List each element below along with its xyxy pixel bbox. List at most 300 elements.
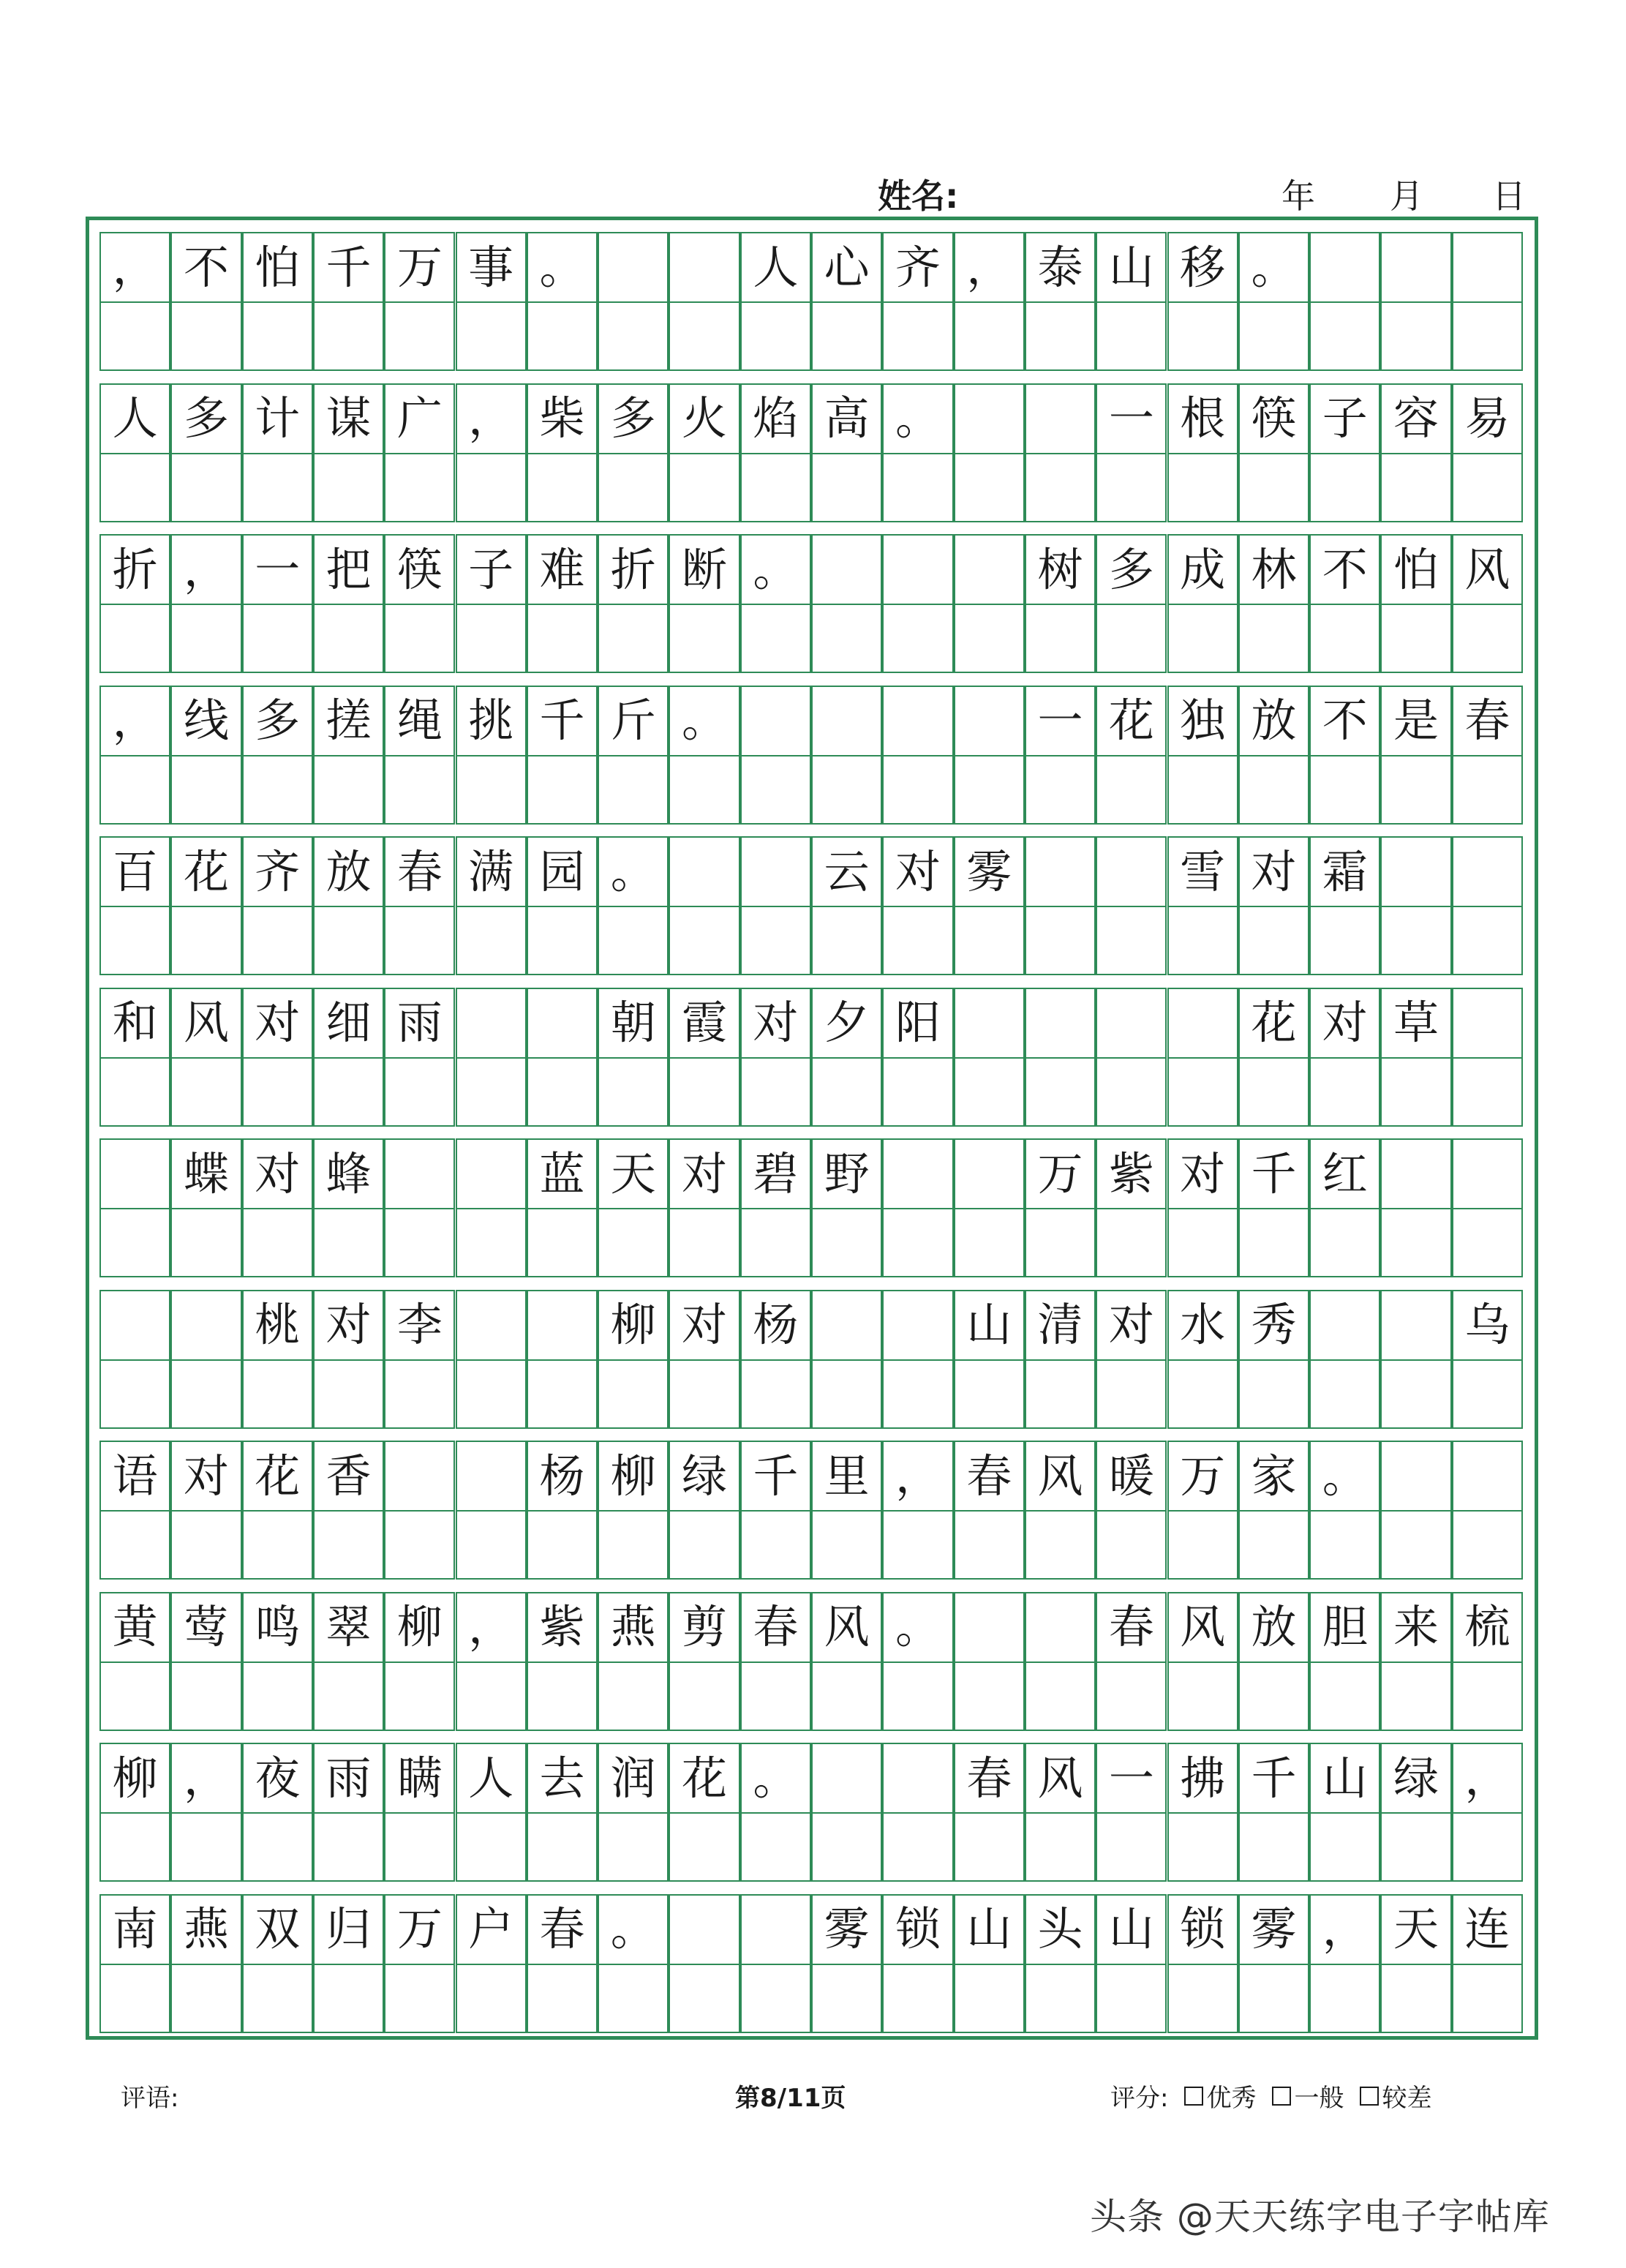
cell-character: 和 [112, 996, 158, 1049]
cell-character: 黄 [112, 1600, 158, 1653]
grid-cell [1452, 232, 1523, 371]
grid-row [99, 383, 1523, 522]
cell-character: ， [1464, 1751, 1510, 1805]
cell-character: 齐 [895, 240, 941, 294]
grid-cell [313, 1592, 384, 1731]
cell-character [457, 989, 525, 1057]
cell-character: 绳 [396, 694, 443, 747]
cell-character: 泰 [1037, 240, 1083, 294]
cell-character: 春 [753, 1600, 799, 1653]
cell-character: 千 [1251, 1751, 1297, 1805]
cell-character: 天 [610, 1146, 656, 1201]
grid-cell [811, 383, 882, 522]
cell-character: 不 [1322, 694, 1368, 747]
grid-cell [1096, 686, 1167, 825]
cell-character: 多 [1108, 542, 1154, 596]
score-option-excellent[interactable] [1184, 2078, 1256, 2114]
cell-character: 挑 [468, 694, 514, 747]
cell-character: 清 [1037, 1298, 1083, 1351]
cell-character: 万 [396, 240, 443, 294]
cell-character: 多 [183, 391, 229, 445]
grid-cell [1309, 686, 1380, 825]
cell-character: 百 [112, 844, 158, 898]
cell-character: 风 [183, 996, 229, 1049]
cell-character: 细 [325, 996, 372, 1049]
cell-character: 莺 [183, 1600, 229, 1653]
grid-cell [598, 534, 669, 673]
cell-character: 山 [966, 1902, 1012, 1956]
grid-cell [384, 1138, 455, 1277]
cell-character: 草 [1393, 996, 1439, 1049]
practice-grid [86, 217, 1538, 2040]
cell-character: 计 [255, 391, 301, 445]
cell-character [385, 1442, 453, 1510]
cell-character: 柳 [610, 1449, 656, 1503]
cell-character: 雾 [824, 1902, 870, 1956]
grid-cell [1167, 1441, 1238, 1580]
grid-cell [882, 534, 953, 673]
grid-cell [740, 534, 811, 673]
cell-character [884, 687, 952, 755]
grid-cell [456, 1290, 527, 1429]
checkbox-icon[interactable] [1272, 2087, 1291, 2106]
grid-cell [1025, 232, 1096, 371]
grid-cell [811, 1894, 882, 2033]
grid-cell [954, 988, 1025, 1127]
grid-cell [954, 1441, 1025, 1580]
checkbox-icon[interactable] [1184, 2087, 1203, 2106]
checkbox-icon[interactable] [1360, 2087, 1379, 2106]
cell-character: 谋 [325, 391, 372, 445]
cell-character: 风 [1037, 1751, 1083, 1805]
score-option-poor[interactable] [1360, 2078, 1431, 2114]
grid-row [99, 1743, 1523, 1882]
cell-character: 花 [1108, 694, 1154, 747]
grid-cell [170, 836, 241, 975]
cell-character [1453, 233, 1521, 301]
grid-cell [1025, 1743, 1096, 1882]
cell-character: 园 [539, 844, 585, 898]
cell-character: 锁 [1180, 1902, 1226, 1956]
cell-character: 春 [539, 1902, 585, 1956]
grid-cell [242, 1592, 313, 1731]
grid-cell [669, 836, 739, 975]
cell-character [101, 1291, 169, 1359]
cell-character: 人 [753, 240, 799, 294]
grid-cell [1238, 534, 1309, 673]
grid-cell [1380, 988, 1451, 1127]
score-label: 评分: [1110, 2084, 1169, 2113]
cell-character: 紫 [539, 1600, 585, 1653]
cell-character: 事 [468, 240, 514, 294]
grid-row [99, 534, 1523, 673]
grid-cell [1380, 1743, 1451, 1882]
cell-character [1453, 989, 1521, 1057]
grid-cell [527, 836, 598, 975]
cell-character: 户 [468, 1902, 514, 1956]
grid-cell [1309, 534, 1380, 673]
grid-cell [740, 836, 811, 975]
cell-character: 春 [966, 1751, 1012, 1805]
grid-cell [1167, 1138, 1238, 1277]
grid-cell [1238, 1894, 1309, 2033]
grid-cell [527, 534, 598, 673]
cell-character: 春 [966, 1449, 1012, 1503]
grid-cell [598, 1592, 669, 1731]
cell-character [457, 1442, 525, 1510]
cell-character: 怕 [1393, 542, 1439, 596]
cell-character: 。 [753, 542, 799, 596]
cell-character: 山 [1322, 1751, 1368, 1805]
cell-character [1382, 1140, 1450, 1208]
grid-cell [811, 988, 882, 1127]
grid-cell [242, 1138, 313, 1277]
cell-character: 对 [895, 844, 941, 898]
grid-row [99, 686, 1523, 825]
cell-character: 山 [1108, 240, 1154, 294]
grid-row [99, 988, 1523, 1127]
grid-cell [882, 1743, 953, 1882]
grid-cell [1167, 232, 1238, 371]
cell-character: 对 [753, 996, 799, 1049]
grid-cell [669, 686, 739, 825]
grid-cell [313, 1138, 384, 1277]
grid-cell [1309, 1138, 1380, 1277]
cell-character [955, 1140, 1023, 1208]
score-option-average[interactable] [1272, 2078, 1344, 2114]
cell-character [1026, 989, 1094, 1057]
cell-character: 容 [1393, 391, 1439, 445]
cell-character [1097, 989, 1165, 1057]
grid-cell [1238, 686, 1309, 825]
grid-cell [99, 1138, 170, 1277]
cell-character [1026, 385, 1094, 453]
grid-cell [811, 232, 882, 371]
score-option-label: 一般 [1294, 2084, 1344, 2113]
cell-character: 一 [1037, 694, 1083, 747]
cell-character: 家 [1251, 1449, 1297, 1503]
grid-cell [242, 1290, 313, 1429]
grid-cell [1167, 836, 1238, 975]
cell-character: 红 [1322, 1146, 1368, 1201]
grid-cell [1309, 1743, 1380, 1882]
grid-cell [527, 686, 598, 825]
cell-character: 夜 [255, 1751, 301, 1805]
grid-cell [1025, 686, 1096, 825]
grid-cell [1096, 1592, 1167, 1731]
grid-cell [669, 534, 739, 673]
grid-cell [99, 232, 170, 371]
cell-character [599, 233, 667, 301]
cell-character [1311, 233, 1379, 301]
grid-cell [313, 1743, 384, 1882]
cell-character: 语 [112, 1449, 158, 1503]
cell-character: 子 [468, 542, 514, 596]
grid-cell [170, 534, 241, 673]
grid-cell [99, 1894, 170, 2033]
cell-character [1382, 1291, 1450, 1359]
grid-cell [954, 534, 1025, 673]
cell-character: 翠 [325, 1600, 372, 1653]
page-footer [0, 2078, 1626, 2122]
grid-cell [954, 383, 1025, 522]
grid-cell [1452, 836, 1523, 975]
grid-cell [811, 1592, 882, 1731]
grid-cell [1096, 1290, 1167, 1429]
grid-cell [740, 232, 811, 371]
cell-character: 。 [610, 1902, 656, 1956]
cell-character: 搓 [325, 694, 372, 747]
cell-character: 花 [183, 844, 229, 898]
cell-character: 对 [255, 1146, 301, 1201]
grid-cell [1380, 686, 1451, 825]
grid-cell [882, 836, 953, 975]
cell-character: 乌 [1464, 1298, 1510, 1351]
cell-character: 花 [1251, 996, 1297, 1049]
cell-character: 对 [1322, 996, 1368, 1049]
grid-cell [669, 988, 739, 1127]
cell-character [1453, 1140, 1521, 1208]
grid-cell [882, 988, 953, 1127]
cell-character [172, 1291, 240, 1359]
cell-character: 野 [824, 1146, 870, 1201]
cell-character: 柳 [396, 1600, 443, 1653]
cell-character [1169, 989, 1237, 1057]
grid-cell [811, 1743, 882, 1882]
cell-character: 对 [325, 1298, 372, 1351]
grid-cell [527, 1138, 598, 1277]
cell-character [1382, 1442, 1450, 1510]
cell-character: 桃 [255, 1298, 301, 1351]
grid-cell [99, 988, 170, 1127]
grid-cell [456, 1894, 527, 2033]
cell-character: 不 [1322, 542, 1368, 596]
grid-cell [1238, 1441, 1309, 1580]
grid-cell [740, 1290, 811, 1429]
cell-character: 把 [325, 542, 372, 596]
cell-character: 风 [1180, 1600, 1226, 1653]
grid-cell [1167, 988, 1238, 1127]
grid-cell [669, 1290, 739, 1429]
cell-character [457, 1140, 525, 1208]
grid-cell [882, 383, 953, 522]
grid-cell [954, 1592, 1025, 1731]
grid-cell [99, 383, 170, 522]
grid-cell [384, 1290, 455, 1429]
grid-cell [882, 1592, 953, 1731]
cell-character: 风 [824, 1600, 870, 1653]
cell-character: 是 [1393, 694, 1439, 747]
grid-row [99, 836, 1523, 975]
cell-character: 花 [682, 1751, 728, 1805]
cell-character: 暖 [1108, 1449, 1154, 1503]
grid-cell [740, 1138, 811, 1277]
cell-character: 山 [966, 1298, 1012, 1351]
cell-character: 千 [1251, 1146, 1297, 1201]
grid-cell [384, 988, 455, 1127]
cell-character [742, 1896, 810, 1964]
grid-cell [740, 1592, 811, 1731]
cell-character [1311, 1291, 1379, 1359]
year-label: 年 [1281, 176, 1315, 216]
grid-cell [1452, 1894, 1523, 2033]
cell-character: 树 [1037, 542, 1083, 596]
grid-cell [456, 836, 527, 975]
grid-cell [811, 1290, 882, 1429]
cell-character [813, 687, 881, 755]
cell-character: 断 [682, 542, 728, 596]
grid-cell [456, 988, 527, 1127]
grid-cell [1025, 1138, 1096, 1277]
grid-cell [1452, 534, 1523, 673]
cell-character: 霞 [682, 996, 728, 1049]
grid-cell [598, 1290, 669, 1429]
grid-cell [384, 686, 455, 825]
grid-cell [1380, 1592, 1451, 1731]
grid-cell [1096, 1894, 1167, 2033]
grid-cell [598, 1894, 669, 2033]
cell-character: 放 [1251, 1600, 1297, 1653]
grid-cell [740, 1894, 811, 2033]
grid-cell [740, 1441, 811, 1580]
cell-character: 蓝 [539, 1146, 585, 1201]
grid-cell [598, 836, 669, 975]
cell-character: 水 [1180, 1298, 1226, 1351]
cell-character [813, 1744, 881, 1812]
grid-cell [1309, 1592, 1380, 1731]
cell-character: 连 [1464, 1902, 1510, 1956]
grid-row [99, 1138, 1523, 1277]
cell-character: 云 [824, 844, 870, 898]
grid-cell [1025, 836, 1096, 975]
grid-cell [740, 686, 811, 825]
cell-character: 千 [753, 1449, 799, 1503]
day-label: 日 [1492, 176, 1526, 216]
cell-character [884, 536, 952, 604]
grid-cell [1452, 1743, 1523, 1882]
cell-character: 蝶 [183, 1146, 229, 1201]
grid-cell [1452, 383, 1523, 522]
cell-character: 难 [539, 542, 585, 596]
grid-cell [1238, 1743, 1309, 1882]
grid-cell [1238, 1592, 1309, 1731]
grid-cell [456, 1592, 527, 1731]
grid-cell [1380, 836, 1451, 975]
cell-character: 怕 [255, 240, 301, 294]
grid-cell [99, 534, 170, 673]
grid-cell [384, 1441, 455, 1580]
grid-cell [313, 1441, 384, 1580]
grid-cell [1167, 1894, 1238, 2033]
grid-cell [1380, 383, 1451, 522]
grid-cell [1025, 1894, 1096, 2033]
cell-character: 胆 [1322, 1600, 1368, 1653]
grid-cell [1380, 1290, 1451, 1429]
cell-character: 火 [682, 391, 728, 445]
grid-cell [1025, 1592, 1096, 1731]
cell-character: 剪 [682, 1600, 728, 1653]
grid-cell [99, 1592, 170, 1731]
grid-cell [1096, 383, 1167, 522]
cell-character [1382, 838, 1450, 906]
cell-character: 春 [1464, 694, 1510, 747]
grid-cell [99, 1290, 170, 1429]
cell-character: 不 [183, 240, 229, 294]
cell-character [670, 233, 738, 301]
grid-cell [456, 1138, 527, 1277]
cell-character: ， [183, 542, 229, 596]
grid-cell [1309, 988, 1380, 1127]
cell-character: 对 [682, 1146, 728, 1201]
name-label: 姓名: [878, 176, 959, 216]
grid-row [99, 1592, 1523, 1731]
cell-character: 朝 [610, 996, 656, 1049]
grid-cell [456, 383, 527, 522]
grid-cell [1025, 988, 1096, 1127]
grid-cell [1380, 1441, 1451, 1580]
grid-cell [598, 988, 669, 1127]
cell-character: 万 [396, 1902, 443, 1956]
grid-cell [811, 836, 882, 975]
grid-cell [1167, 686, 1238, 825]
grid-cell [313, 988, 384, 1127]
grid-cell [1238, 383, 1309, 522]
grid-cell [242, 383, 313, 522]
cell-character: ， [468, 391, 514, 445]
cell-character: 。 [895, 391, 941, 445]
grid-cell [669, 1441, 739, 1580]
cell-character [457, 1291, 525, 1359]
cell-character: 柴 [539, 391, 585, 445]
cell-character: 春 [1108, 1600, 1154, 1653]
grid-cell [170, 686, 241, 825]
grid-cell [1452, 1441, 1523, 1580]
grid-cell [384, 232, 455, 371]
score-option-label: 较差 [1382, 2084, 1432, 2113]
cell-character: 放 [325, 844, 372, 898]
cell-character [955, 687, 1023, 755]
cell-character [1026, 838, 1094, 906]
grid-cell [882, 1441, 953, 1580]
cell-character: 李 [396, 1298, 443, 1351]
cell-character [670, 1896, 738, 1964]
grid-cell [527, 1894, 598, 2033]
cell-character: 移 [1180, 240, 1226, 294]
cell-character: 。 [682, 694, 728, 747]
cell-character: 燕 [183, 1902, 229, 1956]
grid-cell [384, 836, 455, 975]
grid-cell [1167, 1592, 1238, 1731]
grid-cell [954, 1743, 1025, 1882]
cell-character: 香 [325, 1449, 372, 1503]
grid-cell [1096, 988, 1167, 1127]
grid-cell [1380, 1894, 1451, 2033]
cell-character: 对 [1251, 844, 1297, 898]
grid-row [99, 1441, 1523, 1580]
grid-cell [598, 1441, 669, 1580]
cell-character: 对 [183, 1449, 229, 1503]
cell-character: 一 [1108, 1751, 1154, 1805]
grid-cell [1025, 1441, 1096, 1580]
cell-character: 筷 [1251, 391, 1297, 445]
cell-character [101, 1140, 169, 1208]
grid-cell [170, 1592, 241, 1731]
cell-character [955, 989, 1023, 1057]
grid-cell [1025, 383, 1096, 522]
grid-cell [313, 534, 384, 673]
grid-cell [242, 1894, 313, 2033]
grid-cell [598, 232, 669, 371]
